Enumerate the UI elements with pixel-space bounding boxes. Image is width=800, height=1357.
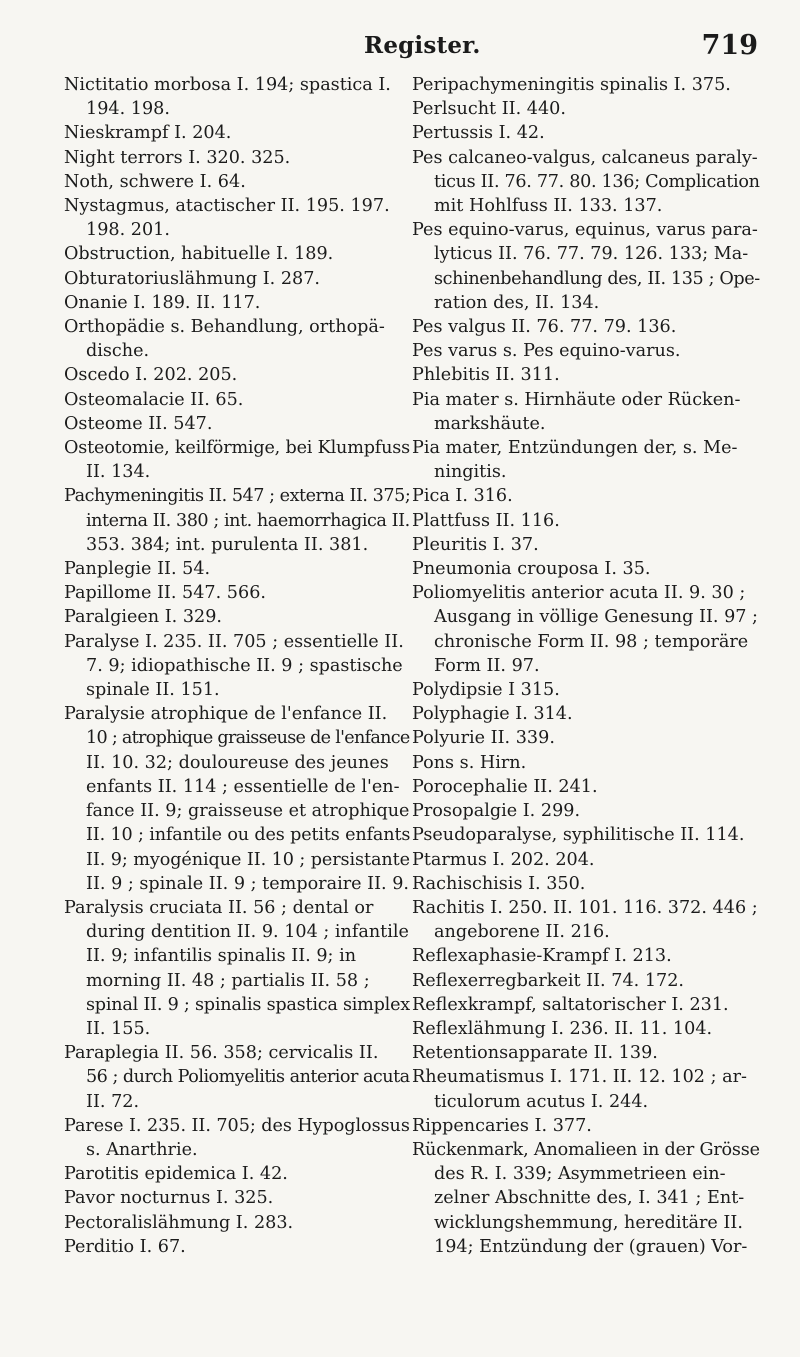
- index-entry-line: Papillome II. 547. 566.: [64, 583, 266, 604]
- index-entry: [64, 412, 410, 436]
- index-entry-continuation: s. Anarthrie.: [86, 1139, 198, 1160]
- page-header: [64, 30, 758, 70]
- index-entry-line: Peripachymeningitis spinalis I. 375.: [412, 75, 731, 95]
- index-entry-continuation: Form II. 97.: [434, 655, 540, 676]
- index-entry-line: Pica I. 316.: [412, 486, 513, 507]
- index-entry-line: Rückenmark, Anomalieen in der Grösse: [412, 1139, 760, 1160]
- index-entry: [64, 1235, 410, 1259]
- index-entry-line: Obstruction, habituelle I. 189.: [64, 244, 334, 265]
- index-entry: [64, 1162, 410, 1186]
- running-title: Register.: [364, 32, 481, 59]
- index-entry: [64, 436, 410, 484]
- index-entry: [412, 872, 760, 896]
- index-entry-line: Night terrors I. 320. 325.: [64, 147, 291, 168]
- index-entry: [64, 267, 410, 291]
- index-entry: [412, 944, 760, 968]
- index-entry-line: Polyphagie I. 314.: [412, 704, 573, 725]
- index-entry-continuation: fance II. 9; graisseuse et atrophique: [86, 801, 410, 822]
- index-entry-continuation: wicklungshemmung, hereditäre II.: [434, 1212, 743, 1233]
- index-entry-continuation: ration des, II. 134.: [434, 292, 600, 313]
- index-entry: [412, 775, 760, 799]
- index-entry-continuation: chronische Form II. 98 ; temporäre: [434, 631, 749, 652]
- index-entry-line: Panplegie II. 54.: [64, 559, 211, 580]
- index-entry: [64, 170, 410, 194]
- index-entry-line: Poliomyelitis anterior acuta II. 9. 30 ;: [412, 583, 746, 604]
- index-entry-line: Osteome II. 547.: [64, 413, 213, 434]
- index-entry-line: Reflexaphasie-Krampf I. 213.: [412, 946, 672, 967]
- index-entry: [64, 581, 410, 605]
- index-entry-line: Pleuritis I. 37.: [412, 534, 539, 555]
- index-entry: [412, 702, 760, 726]
- right-index-column: [412, 73, 760, 1259]
- index-entry-line: Pertussis I. 42.: [412, 123, 545, 144]
- index-entry-continuation: morning II. 48 ; partialis II. 58 ;: [86, 970, 370, 991]
- index-entry-line: Osteomalacie II. 65.: [64, 389, 244, 410]
- index-entry-line: Paralyse I. 235. II. 705 ; essentielle II.: [64, 631, 404, 652]
- index-entry: [64, 702, 410, 896]
- index-entry-continuation: II. 9 ; spinale II. 9 ; temporaire II. 9.: [86, 873, 409, 894]
- index-entry: [64, 1114, 410, 1162]
- index-entry: [412, 1065, 760, 1113]
- index-entry-line: Rachischisis I. 350.: [412, 873, 586, 894]
- index-entry-line: Pes equino-varus, equinus, varus para-: [412, 220, 758, 241]
- index-entry-line: Nictitatio morbosa I. 194; spastica I.: [64, 75, 391, 95]
- index-entry: [64, 1186, 410, 1210]
- index-entry-line: Paralysie atrophique de l'enfance II.: [64, 704, 388, 725]
- index-entry: [412, 896, 760, 944]
- index-entry: [412, 1114, 760, 1138]
- index-entry: [412, 436, 760, 484]
- index-entry-line: Perlsucht II. 440.: [412, 99, 566, 120]
- index-entry-line: Rippencaries I. 377.: [412, 1115, 592, 1136]
- index-entry: [412, 993, 760, 1017]
- index-entry-continuation: zelner Abschnitte des, I. 341 ; Ent-: [434, 1188, 745, 1209]
- index-entry: [412, 388, 760, 436]
- index-entry: [64, 896, 410, 1041]
- index-entry-continuation: enfants II. 114 ; essentielle de l'en-: [86, 776, 400, 797]
- index-entry-line: Reflexlähmung I. 236. II. 11. 104.: [412, 1018, 713, 1039]
- index-entry-line: Parese I. 235. II. 705; des Hypoglossus: [64, 1115, 410, 1136]
- index-entry-line: Rheumatismus I. 171. II. 12. 102 ; ar-: [412, 1067, 747, 1088]
- index-entry: [64, 388, 410, 412]
- index-entry: [412, 509, 760, 533]
- index-entry-line: Pseudoparalyse, syphilitische II. 114.: [412, 825, 745, 846]
- index-entry-line: Ptarmus I. 202. 204.: [412, 849, 595, 870]
- page-number: 719: [701, 30, 758, 61]
- index-entry-continuation: II. 10 ; infantile ou des petits enfants: [86, 825, 411, 846]
- index-entry-continuation: ticus II. 76. 77. 80. 136; Complication: [434, 171, 760, 192]
- index-entry: [64, 1211, 410, 1235]
- index-entry-continuation: mit Hohlfuss II. 133. 137.: [434, 196, 663, 217]
- index-entry-continuation: spinal II. 9 ; spinalis spastica simplex: [86, 994, 410, 1015]
- index-entry-line: Paralysis cruciata II. 56 ; dental or: [64, 897, 374, 918]
- index-entry: [64, 363, 410, 387]
- index-entry-continuation: II. 155.: [86, 1018, 151, 1039]
- index-entry-line: Osteotomie, keilförmige, bei Klumpfuss: [64, 438, 410, 459]
- index-entry-continuation: 353. 384; int. purulenta II. 381.: [86, 534, 369, 555]
- index-entry-continuation: 198. 201.: [86, 220, 170, 241]
- index-entry-line: Prosopalgie I. 299.: [412, 801, 581, 822]
- index-entry-line: Pes varus s. Pes equino-varus.: [412, 341, 681, 362]
- index-entry-line: Pachymeningitis II. 547 ; externa II. 375;: [64, 486, 411, 507]
- index-entry-line: Pia mater s. Hirnhäute oder Rücken-: [412, 389, 741, 410]
- index-entry-line: Onanie I. 189. II. 117.: [64, 292, 261, 313]
- index-entry: [412, 726, 760, 750]
- index-entry: [412, 848, 760, 872]
- index-entry: [412, 73, 760, 97]
- index-entry-continuation: II. 10. 32; douloureuse des jeunes: [86, 752, 389, 773]
- index-entry: [412, 218, 760, 315]
- index-entry-continuation: ticulorum acutus I. 244.: [434, 1091, 649, 1112]
- index-entry: [412, 315, 760, 339]
- index-entry-continuation: dische.: [86, 341, 150, 362]
- index-entry: [64, 605, 410, 629]
- index-entry: [64, 121, 410, 145]
- index-entry-line: Porocephalie II. 241.: [412, 776, 598, 797]
- index-entry-line: Oscedo I. 202. 205.: [64, 365, 238, 386]
- index-entry: [64, 630, 410, 703]
- index-entry-line: Pectoralislähmung I. 283.: [64, 1212, 294, 1233]
- index-entry-line: Pes calcaneo-valgus, calcaneus paraly-: [412, 147, 758, 168]
- index-entry-continuation: 7. 9; idiopathische II. 9 ; spastische: [86, 655, 403, 676]
- index-entry: [412, 1041, 760, 1065]
- index-entry: [412, 751, 760, 775]
- index-entry-continuation: 56 ; durch Poliomyelitis anterior acuta: [86, 1067, 410, 1088]
- index-entry-continuation: des R. I. 339; Asymmetrieen ein-: [434, 1164, 726, 1185]
- index-entry: [412, 484, 760, 508]
- index-entry: [64, 1041, 410, 1114]
- index-entry-line: Plattfuss II. 116.: [412, 510, 560, 531]
- index-entry-continuation: markshäute.: [434, 413, 546, 434]
- index-entry-continuation: 194. 198.: [86, 99, 170, 120]
- index-entry-line: Pneumonia crouposa I. 35.: [412, 559, 651, 580]
- index-entry-continuation: II. 9; myogénique II. 10 ; persistante: [86, 849, 410, 870]
- index-entry-line: Obturatoriuslähmung I. 287.: [64, 268, 321, 289]
- index-entry-continuation: Ausgang in völlige Genesung II. 97 ;: [434, 607, 758, 628]
- index-entry-continuation: II. 134.: [86, 462, 151, 483]
- index-entry: [412, 799, 760, 823]
- index-entry: [412, 363, 760, 387]
- index-entry-line: Polyurie II. 339.: [412, 728, 555, 749]
- index-entry-line: Reflexerregbarkeit II. 74. 172.: [412, 970, 684, 991]
- index-entry-continuation: ningitis.: [434, 462, 507, 483]
- index-entry: [412, 97, 760, 121]
- index-entry: [412, 557, 760, 581]
- index-entry-line: Reflexkrampf, saltatorischer I. 231.: [412, 994, 729, 1015]
- index-entry-line: Nieskrampf I. 204.: [64, 123, 232, 144]
- index-entry-line: Paraplegia II. 56. 358; cervicalis II.: [64, 1043, 379, 1064]
- index-entry-line: Perditio I. 67.: [64, 1236, 186, 1257]
- index-entry-line: Nystagmus, atactischer II. 195. 197.: [64, 196, 390, 217]
- index-entry: [64, 73, 410, 121]
- index-entry: [412, 533, 760, 557]
- index-entry-line: Retentionsapparate II. 139.: [412, 1043, 658, 1064]
- index-entry: [412, 678, 760, 702]
- index-entry: [412, 121, 760, 145]
- index-entry: [64, 557, 410, 581]
- index-entry: [412, 581, 760, 678]
- index-entry-line: Paralgieen I. 329.: [64, 607, 223, 628]
- index-entry: [64, 315, 410, 363]
- index-entry: [412, 146, 760, 219]
- index-entry-line: Parotitis epidemica I. 42.: [64, 1164, 288, 1185]
- index-entry-line: Phlebitis II. 311.: [412, 365, 560, 386]
- index-entry-line: Rachitis I. 250. II. 101. 116. 372. 446 ;: [412, 897, 758, 918]
- left-index-column: [64, 73, 410, 1259]
- index-entry: [64, 194, 410, 242]
- index-entry-continuation: II. 72.: [86, 1091, 140, 1112]
- index-entry-continuation: schinenbehandlung des, II. 135 ; Ope-: [434, 268, 760, 289]
- index-entry: [412, 969, 760, 993]
- index-entry-continuation: spinale II. 151.: [86, 680, 220, 701]
- index-entry: [64, 146, 410, 170]
- index-entry-continuation: II. 9; infantilis spinalis II. 9; in: [86, 946, 357, 967]
- index-entry: [412, 823, 760, 847]
- index-entry: [64, 242, 410, 266]
- index-entry-line: Orthopädie s. Behandlung, orthopä-: [64, 317, 385, 338]
- index-entry-line: Polydipsie I 315.: [412, 680, 560, 701]
- index-entry-continuation: 10 ; atrophique graisseuse de l'enfance: [86, 728, 410, 749]
- index-entry: [412, 1138, 760, 1259]
- index-entry-continuation: angeborene II. 216.: [434, 922, 610, 943]
- index-entry-line: Pavor nocturnus I. 325.: [64, 1188, 274, 1209]
- index-entry-line: Pons s. Hirn.: [412, 752, 527, 773]
- index-entry: [64, 484, 410, 557]
- index-entry-line: Pes valgus II. 76. 77. 79. 136.: [412, 317, 677, 338]
- index-entry-line: Pia mater, Entzündungen der, s. Me-: [412, 438, 738, 459]
- index-entry-continuation: during dentition II. 9. 104 ; infantile: [86, 922, 409, 943]
- index-entry: [412, 339, 760, 363]
- index-entry: [64, 291, 410, 315]
- index-entry-continuation: 194; Entzündung der (grauen) Vor-: [434, 1236, 748, 1257]
- index-entry-continuation: interna II. 380 ; int. haemorrhagica II.: [86, 510, 410, 531]
- index-entry-line: Noth, schwere I. 64.: [64, 171, 246, 192]
- index-entry: [412, 1017, 760, 1041]
- index-entry-continuation: lyticus II. 76. 77. 79. 126. 133; Ma-: [434, 244, 749, 265]
